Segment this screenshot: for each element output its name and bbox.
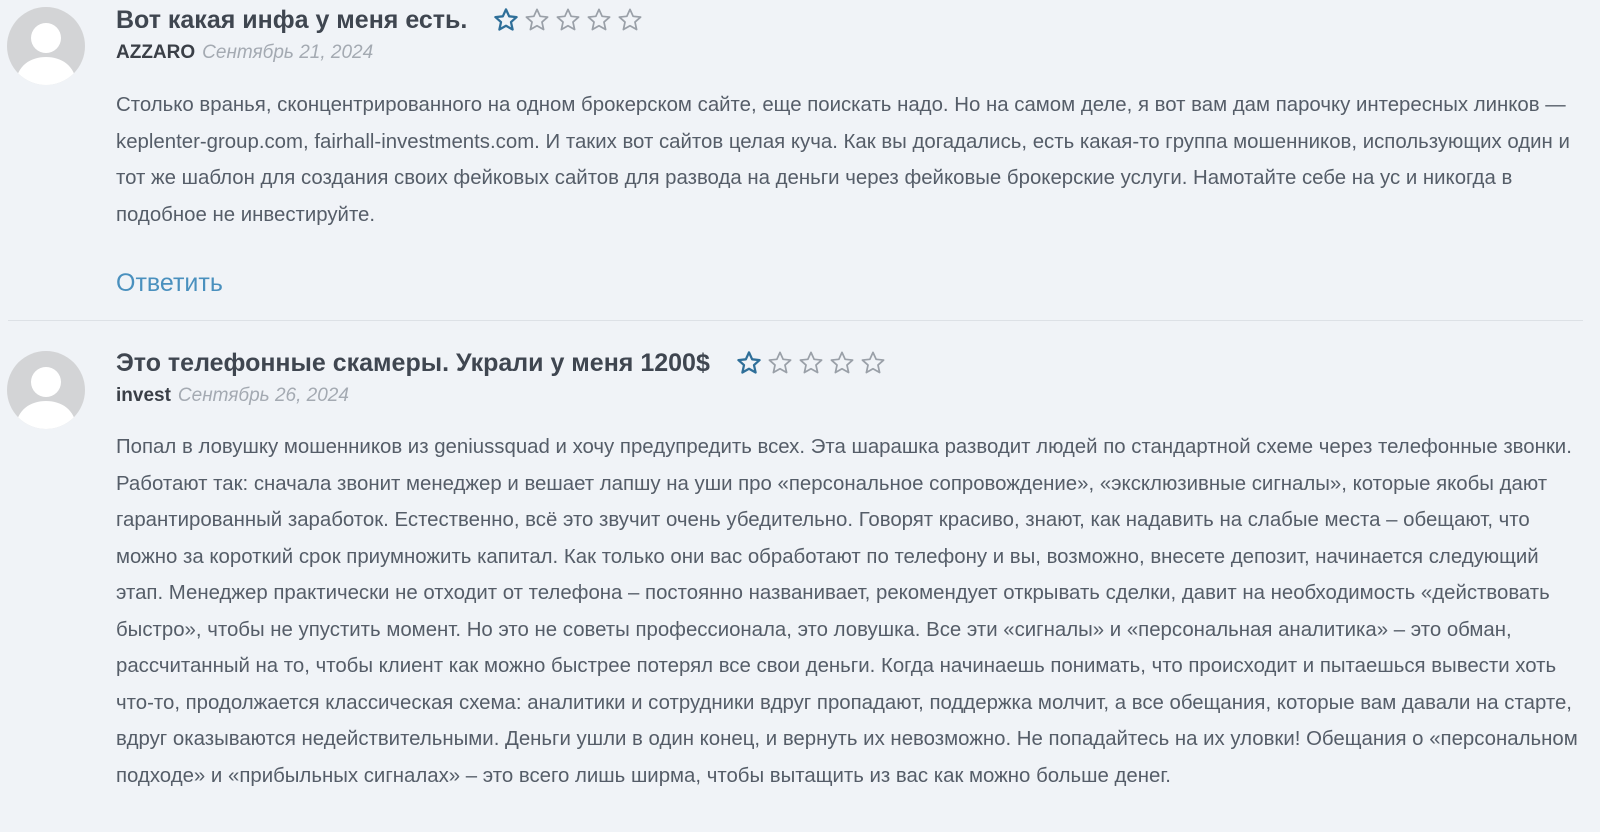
review-text: Столько вранья, сконцентрированного на одном брокерском сайте, еще поискать надо. Но на самом деле, я вот вам дам парочку интересных линков — keplenter-group.com, fairhall-investments.com. И таких вот сайтов целая куча. Как вы догадались, есть какая-то группа мошенников, использующих один и тот же шаблон для создания своих фейковых сайтов для развода на деньги через фейковые брокерские услуги. Намотайте себе на ус и никогда в подобное не инвестируйте. (116, 94, 1570, 226)
star-rating (493, 7, 643, 33)
star-empty-icon (767, 350, 793, 376)
review-body (116, 345, 1580, 794)
star-rating (736, 350, 886, 376)
review-date: Сентябрь 26, 2024 (177, 385, 349, 406)
user-icon (7, 7, 85, 85)
review-meta (116, 42, 1580, 70)
review-header (116, 2, 1580, 38)
star-empty-icon (798, 350, 824, 376)
star-empty-icon (860, 350, 886, 376)
star-filled-icon (736, 350, 762, 376)
review-author: AZZARO (116, 42, 196, 63)
review-title: Это телефонные скамеры. Украли у меня 1200$ (116, 348, 710, 377)
review-author: invest (116, 385, 171, 406)
reply-link[interactable]: Ответить (116, 269, 223, 297)
review-text: Попал в ловушку мошенников из geniussquad и хочу предупредить всех. Эта шарашка разводит людей по стандартной схеме через телефонные звонки. Работают так: сначала звонит менеджер и вешает лапшу на уши про «персональное сопровождение», «эксклюзивные сигналы», которые якобы дают гарантированный заработок. Естественно, всё это звучит очень убедительно. Говорят красиво, знают, как надавить на слабые места – обещают, что можно за короткий срок приумножить капитал. Как только они вас обработают по телефону и вы, возможно, внесете депозит, начинается следующий этап. Менеджер практически не отходит от телефона – постоянно названивает, рекомендует открывать сделки, давит на необходимость «действовать быстро», чтобы не упустить момент. Но это не советы профессионала, это ловушка. Все эти «сигналы» и «персональная аналитика» – это обман, рассчитанный на то, чтобы клиент как можно быстрее потерял все свои деньги. Когда начинаешь понимать, что происходит и пытаешься вывести хоть что-то, продолжается классическая схема: аналитики и сотрудники вдруг пропадают, поддержка молчит, а все обещания, которые вам давали на старте, вдруг оказываются недействительными. Деньги ушли в один конец, и вернуть их невозможно. Не попадайтесь на их уловки! Обещания о «персональном подходе» и «прибыльных сигналах» – это всего лишь ширма, чтобы вытащить из вас как можно больше денег. (116, 436, 1578, 787)
avatar (7, 7, 85, 85)
user-icon (7, 351, 85, 429)
review-title: Вот какая инфа у меня есть. (116, 5, 468, 34)
review-body (116, 2, 1580, 297)
avatar (7, 351, 85, 429)
divider (8, 320, 1583, 321)
star-empty-icon (586, 7, 612, 33)
star-filled-icon (493, 7, 519, 33)
star-empty-icon (829, 350, 855, 376)
review-header (116, 345, 1580, 381)
review-date: Сентябрь 21, 2024 (202, 42, 374, 63)
star-empty-icon (617, 7, 643, 33)
review-meta (116, 385, 1580, 413)
star-empty-icon (524, 7, 550, 33)
star-empty-icon (555, 7, 581, 33)
